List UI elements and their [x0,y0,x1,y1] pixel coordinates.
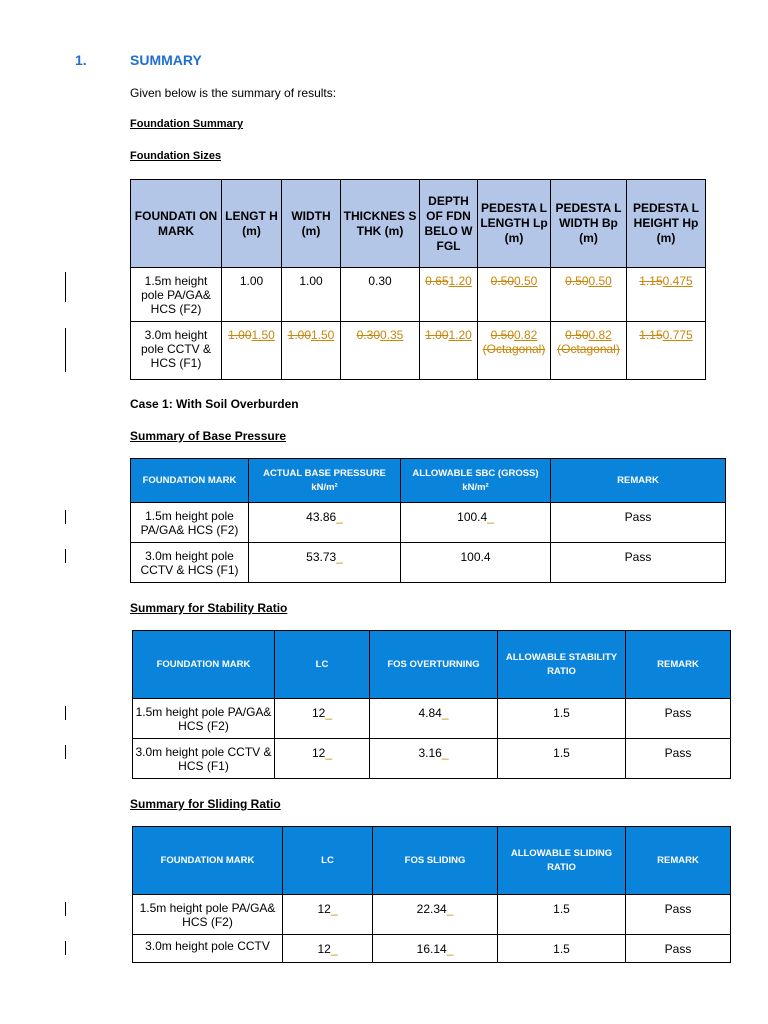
inserted-value: 1.20 [448,274,472,288]
cell-lc [275,739,370,779]
revision-mark: _ [446,942,454,956]
cell-pedestal-height [627,322,706,380]
cell-pedestal-width [551,322,627,380]
revision-mark: _ [325,706,333,720]
value: 43.86 [306,510,337,524]
header-foundation-mark: FOUNDATI ON MARK [131,180,222,268]
inserted-value: 0.82 [588,328,612,342]
deleted-value: 0.65 [425,274,449,288]
deleted-value: 1.15 [639,328,663,342]
cell-pedestal-height [627,268,706,322]
inserted-value: 0.475 [662,274,693,288]
stability-table [132,630,731,779]
base-pressure-title: Summary of Base Pressure [130,429,287,443]
revision-mark: _ [330,942,338,956]
inserted-value: 1.50 [311,328,335,342]
value: 12 [311,706,326,720]
case-1-label: Case 1: With Soil Overburden [130,397,299,411]
cell-allowable: 1.5 [498,699,626,739]
change-bar [65,941,66,955]
header-pedestal-height: PEDESTA L HEIGHT Hp (m) [627,180,706,268]
table-row [133,739,731,779]
header-remark: REMARK [626,631,731,699]
header-actual-base-pressure [249,459,401,503]
header-allowable-stability: ALLOWABLE STABILITY RATIO [498,631,626,699]
cell-mark: 1.5m height pole PA/GA& HCS (F2) [131,503,249,543]
inserted-value: 0.50 [588,274,612,288]
header-fos-sliding: FOS SLIDING [373,827,498,895]
cell-remark: Pass [626,739,731,779]
revision-mark: _ [441,746,449,760]
revision-mark: _ [441,706,449,720]
cell-fos [373,895,498,935]
value: 12 [311,746,326,760]
header-fos-overturning: FOS OVERTURNING [370,631,498,699]
value: 4.84 [418,706,442,720]
table-row [133,935,731,963]
header-depth: DEPTH OF FDN BELO W FGL [420,180,478,268]
change-bar [65,549,66,563]
base-pressure-table [130,458,726,583]
header-foundation-mark: FOUNDATION MARK [133,827,283,895]
header-length: LENGT H (m) [222,180,282,268]
cell-allowable: 1.5 [498,739,626,779]
header-text: ALLOWABLE SBC (GROSS) [412,467,539,479]
cell-pedestal-length [478,322,551,380]
cell-actual [249,503,401,543]
cell-thickness [341,322,420,380]
deleted-value: 1.00 [425,328,449,342]
table-row [131,543,726,583]
revision-mark: _ [446,902,454,916]
header-allowable-sliding: ALLOWABLE SLIDING RATIO [498,827,626,895]
table-row [131,268,706,322]
cell-width: 1.00 [282,268,341,322]
revision-mark: _ [487,510,494,524]
cell-mark: 1.5m height pole PA/GA& HCS (F2) [133,895,283,935]
deleted-value: 0.50 [490,328,514,342]
deleted-value: 0.50 [490,274,514,288]
foundation-summary-label: Foundation Summary [130,118,244,130]
cell-lc [283,935,373,963]
change-bar [65,902,66,916]
cell-thickness: 0.30 [341,268,420,322]
foundation-sizes-table [130,179,706,380]
cell-mark: 3.0m height pole CCTV & HCS (F1) [133,739,275,779]
change-bar [65,328,66,372]
value: 3.16 [418,746,442,760]
cell-mark: 1.5m height pole PA/GA& HCS (F2) [133,699,275,739]
deleted-value: 0.50 [565,328,589,342]
cell-remark: Pass [626,935,731,963]
cell-remark: Pass [551,543,726,583]
cell-lc [275,699,370,739]
inserted-value: 0.82 [514,328,538,342]
stability-title: Summary for Stability Ratio [130,601,288,615]
cell-allowable: 100.4 [401,543,551,583]
cell-fos [370,699,498,739]
deleted-value: 0.30 [356,328,380,342]
cell-length: 1.00 [222,268,282,322]
deleted-note: (Octagonal) [482,342,546,356]
value: 53.73 [306,550,337,564]
inserted-value: 0.50 [514,274,538,288]
inserted-value: 1.50 [251,328,275,342]
cell-remark: Pass [551,503,726,543]
deleted-value: 1.00 [287,328,311,342]
sliding-title: Summary for Sliding Ratio [130,797,281,811]
cell-lc [283,895,373,935]
cell-allowable [401,503,551,543]
cell-pedestal-length [478,268,551,322]
inserted-value: 0.775 [662,328,693,342]
header-pedestal-length: PEDESTA L LENGTH Lp (m) [478,180,551,268]
revision-mark: _ [325,746,333,760]
value: 22.34 [416,902,447,916]
header-pedestal-width: PEDESTA L WIDTH Bp (m) [551,180,627,268]
header-allowable-sbc [401,459,551,503]
sliding-table [132,826,731,963]
deleted-value: 1.15 [639,274,663,288]
deleted-value: 0.50 [565,274,589,288]
header-remark: REMARK [551,459,726,503]
table-row [131,503,726,543]
revision-mark: _ [330,902,338,916]
header-width: WIDTH (m) [282,180,341,268]
cell-allowable: 1.5 [498,895,626,935]
cell-mark: 3.0m height pole CCTV & HCS (F1) [131,322,222,380]
revision-mark: _ [336,510,343,524]
section-title: SUMMARY [130,52,202,68]
inserted-value: 0.35 [380,328,404,342]
deleted-note: (Octagonal) [557,342,620,356]
value: 12 [317,902,331,916]
change-bar [65,272,66,302]
deleted-value: 1.00 [228,328,252,342]
cell-remark: Pass [626,895,731,935]
header-lc: LC [283,827,373,895]
cell-fos [370,739,498,779]
header-unit: kN/m² [462,481,489,493]
value: 100.4 [457,510,488,524]
header-foundation-mark: FOUNDATION MARK [133,631,275,699]
table-row [131,322,706,380]
cell-actual [249,543,401,583]
change-bar [65,510,66,524]
intro-text: Given below is the summary of results: [130,86,337,100]
cell-depth [420,268,478,322]
cell-mark: 1.5m height pole PA/GA& HCS (F2) [131,268,222,322]
inserted-value: 1.20 [448,328,472,342]
change-bar [65,706,66,720]
table-row [133,699,731,739]
cell-fos [373,935,498,963]
foundation-sizes-label: Foundation Sizes [130,150,222,162]
cell-mark: 3.0m height pole CCTV & HCS (F1) [131,543,249,583]
header-foundation-mark: FOUNDATION MARK [131,459,249,503]
cell-pedestal-width [551,268,627,322]
table-row [133,895,731,935]
header-lc: LC [275,631,370,699]
cell-allowable: 1.5 [498,935,626,963]
value: 12 [317,942,331,956]
header-thickness: THICKNES S THK (m) [341,180,420,268]
cell-width [282,322,341,380]
header-remark: REMARK [626,827,731,895]
section-number: 1. [75,52,87,68]
header-text: ACTUAL BASE PRESSURE [263,467,386,479]
cell-mark: 3.0m height pole CCTV [133,935,283,963]
cell-remark: Pass [626,699,731,739]
cell-length [222,322,282,380]
revision-mark: _ [336,550,343,564]
header-unit: kN/m² [311,481,338,493]
value: 16.14 [416,942,447,956]
cell-depth [420,322,478,380]
change-bar [65,745,66,759]
